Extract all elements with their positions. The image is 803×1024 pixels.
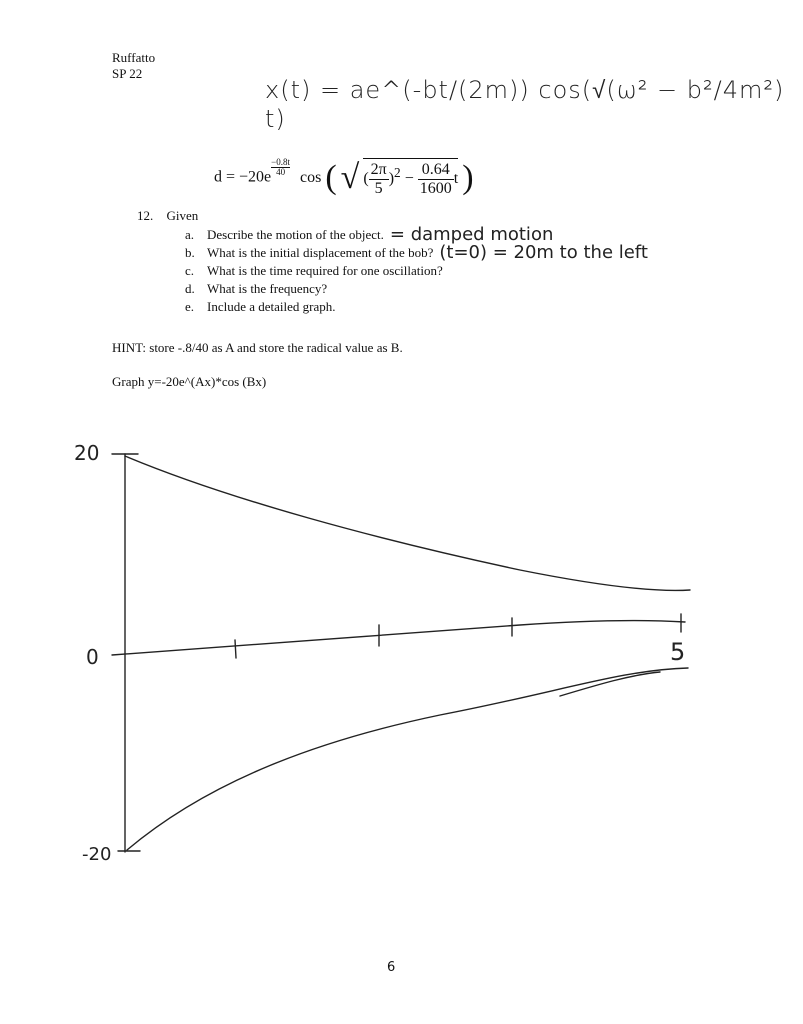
- eq-paren-close: ): [462, 159, 474, 196]
- lower-envelope-retrace: [560, 672, 660, 696]
- eq-lhs: d = −20e: [214, 168, 272, 186]
- item-text: Include a detailed graph.: [207, 299, 336, 314]
- eq-t: t: [453, 170, 459, 188]
- question-number: 12.: [137, 208, 154, 223]
- damped-equation: [214, 158, 474, 198]
- item-label: a.: [185, 227, 195, 242]
- y-bottom-label: -20: [82, 844, 112, 865]
- x-tick-1: [235, 640, 236, 658]
- question-given: Given: [166, 208, 199, 223]
- eq-square: 2: [394, 164, 401, 180]
- item-text: What is the frequency?: [207, 281, 328, 296]
- graph-command: Graph y=-20e^(Ax)*cos (Bx): [112, 374, 267, 389]
- handwritten-answer: (t=0) = 20m to the left: [439, 242, 648, 263]
- item-label: c.: [185, 263, 195, 278]
- list-item: [185, 280, 648, 298]
- x-end-label: 5: [670, 638, 686, 666]
- list-item: [185, 244, 648, 262]
- term-label: SP 22: [112, 66, 143, 81]
- eq-exponent-num: −0.8t: [271, 157, 290, 168]
- eq-frac2-den: 1600: [419, 180, 452, 197]
- eq-frac1: [369, 161, 389, 198]
- question-list: [185, 226, 648, 316]
- item-text: Describe the motion of the object.: [207, 227, 384, 242]
- hint-text: HINT: store -.8/40 as A and store the radical value as B.: [112, 340, 403, 355]
- eq-radicand: ( $\frac{2\pi}{5}$ )$^2$ − $\frac{0.64}{1600}$ t: [363, 158, 458, 198]
- y-top-label: 20: [74, 441, 100, 465]
- item-label: e.: [185, 299, 195, 314]
- upper-envelope-curve: [125, 456, 690, 590]
- eq-frac1-den: 5: [374, 180, 383, 197]
- y-zero-label: 0: [86, 645, 99, 669]
- eq-exponent-den: 40: [276, 167, 286, 178]
- x-axis: [112, 621, 685, 655]
- eq-cos: cos: [299, 168, 322, 186]
- handwritten-answer: = damped motion: [389, 224, 554, 245]
- eq-exponent: [271, 158, 290, 177]
- item-label: d.: [185, 281, 195, 296]
- author-name: Ruffatto: [112, 50, 156, 65]
- lower-envelope-curve: [127, 668, 688, 850]
- page-number: 6: [387, 960, 396, 975]
- handwritten-formula: x(t) = ae^(-bt/(2m)) cos(√(ω² − b²/4m²) t): [265, 76, 785, 133]
- item-label: b.: [185, 245, 195, 260]
- question-heading: [137, 208, 198, 224]
- list-item: [185, 262, 648, 280]
- eq-frac1-num: 2π: [370, 161, 387, 178]
- list-item: [185, 298, 648, 316]
- eq-frac2-num: 0.64: [418, 161, 454, 180]
- eq-sqrt-sign: √: [340, 159, 360, 196]
- item-text: What is the initial displacement of the bob?: [207, 245, 434, 260]
- hand-drawn-graph: [0, 420, 803, 870]
- eq-paren-open: (: [325, 159, 337, 196]
- header: [112, 50, 155, 82]
- item-text: What is the time required for one oscillation?: [207, 263, 443, 278]
- eq-frac2: [418, 161, 454, 198]
